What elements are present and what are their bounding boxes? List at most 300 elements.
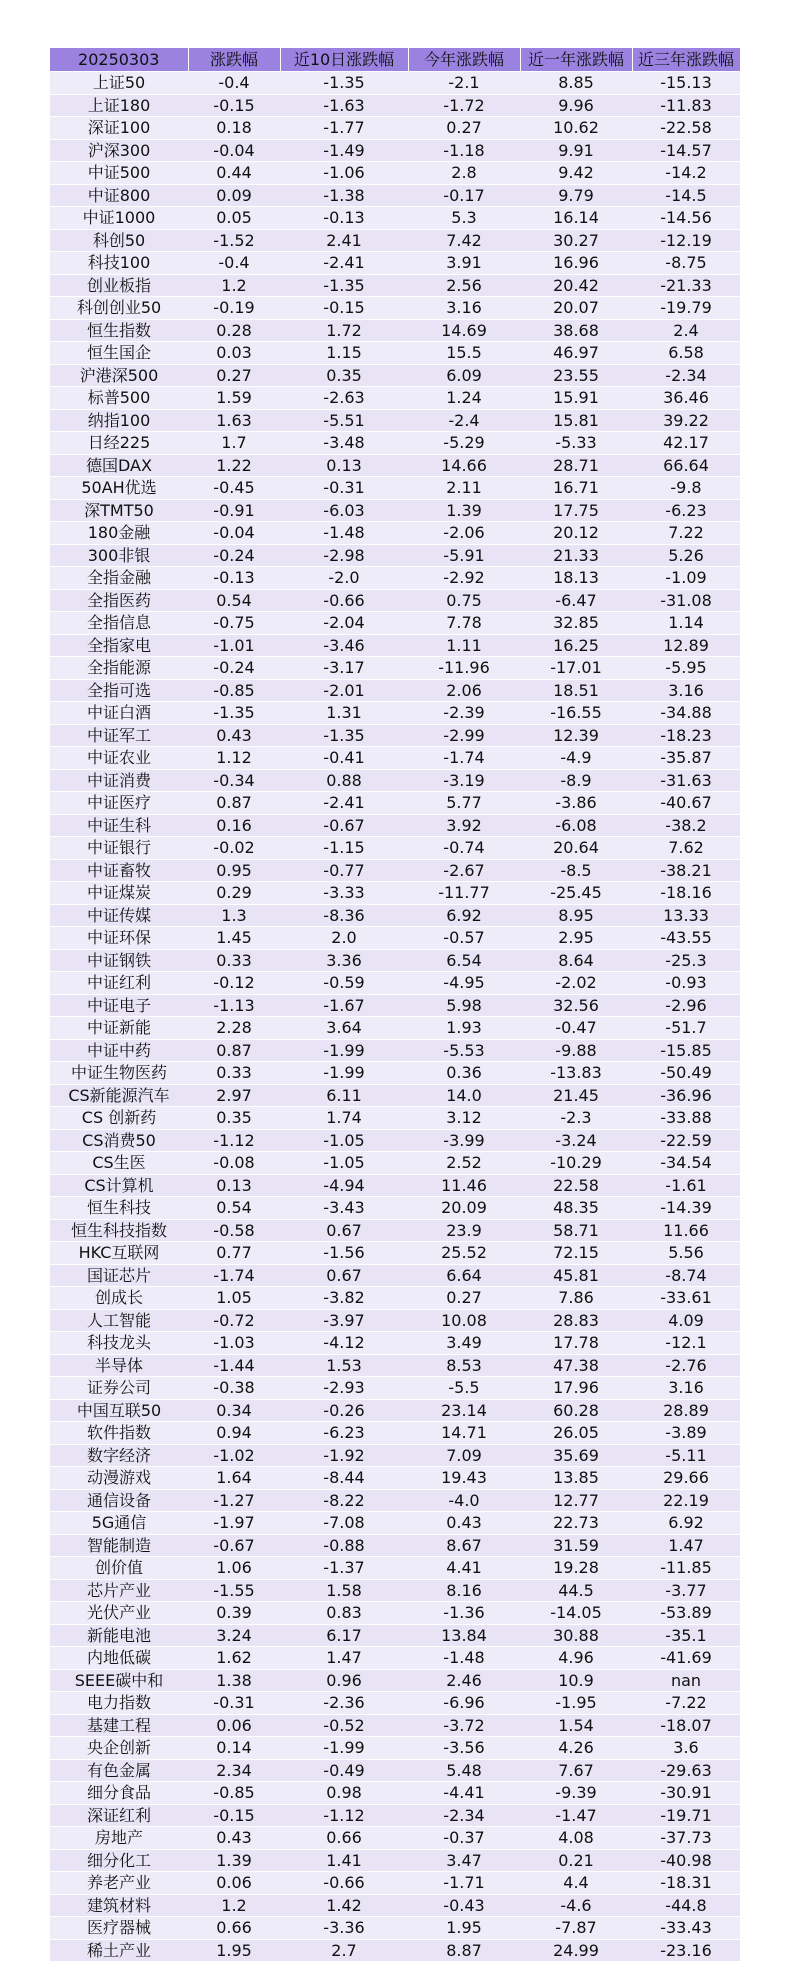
table-row [50,297,740,320]
one-year-change-cell: 8.64 [520,949,632,972]
table-row [50,364,740,387]
three-year-change-cell: -14.2 [632,162,740,185]
header-10day-change: 近10日涨跌幅 [280,48,408,72]
index-name-cell: 芯片产业 [50,1579,188,1602]
three-year-change-cell: -7.22 [632,1692,740,1715]
three-year-change-cell: -8.75 [632,252,740,275]
table-row [50,252,740,275]
ten-day-change-cell: 0.13 [280,454,408,477]
ytd-change-cell: 0.36 [408,1062,520,1085]
one-year-change-cell: 13.85 [520,1467,632,1490]
table-row [50,1174,740,1197]
one-year-change-cell: -0.47 [520,1017,632,1040]
index-name-cell: 数字经济 [50,1444,188,1467]
daily-change-cell: 0.39 [188,1602,280,1625]
index-name-cell: 恒生科技指数 [50,1219,188,1242]
index-name-cell: 医疗器械 [50,1917,188,1940]
three-year-change-cell: 6.58 [632,342,740,365]
ytd-change-cell: 1.39 [408,499,520,522]
one-year-change-cell: 12.77 [520,1489,632,1512]
table-row [50,1917,740,1940]
three-year-change-cell: -36.96 [632,1084,740,1107]
ten-day-change-cell: -3.17 [280,657,408,680]
ten-day-change-cell: -0.67 [280,814,408,837]
ten-day-change-cell: -1.67 [280,994,408,1017]
daily-change-cell: 1.05 [188,1287,280,1310]
index-name-cell: 标普500 [50,387,188,410]
ten-day-change-cell: -1.38 [280,184,408,207]
ytd-change-cell: 5.48 [408,1759,520,1782]
one-year-change-cell: -2.3 [520,1107,632,1130]
three-year-change-cell: -2.34 [632,364,740,387]
ten-day-change-cell: -8.22 [280,1489,408,1512]
three-year-change-cell: 42.17 [632,432,740,455]
three-year-change-cell: -1.61 [632,1174,740,1197]
ten-day-change-cell: -0.66 [280,1872,408,1895]
ytd-change-cell: 0.75 [408,589,520,612]
ten-day-change-cell: -0.31 [280,477,408,500]
three-year-change-cell: -38.21 [632,859,740,882]
ytd-change-cell: -1.72 [408,94,520,117]
daily-change-cell: 1.2 [188,1894,280,1917]
ytd-change-cell: -1.48 [408,1647,520,1670]
ytd-change-cell: 14.71 [408,1422,520,1445]
index-name-cell: 中证医疗 [50,792,188,815]
table-row [50,1624,740,1647]
one-year-change-cell: 31.59 [520,1534,632,1557]
index-name-cell: 中证环保 [50,927,188,950]
index-name-cell: 深TMT50 [50,499,188,522]
one-year-change-cell: 10.62 [520,117,632,140]
daily-change-cell: 1.59 [188,387,280,410]
three-year-change-cell: -53.89 [632,1602,740,1625]
one-year-change-cell: -2.02 [520,972,632,995]
ytd-change-cell: -2.1 [408,72,520,95]
table-row [50,724,740,747]
index-name-cell: 中证传媒 [50,904,188,927]
index-name-cell: 中证生物医药 [50,1062,188,1085]
daily-change-cell: 0.14 [188,1737,280,1760]
index-name-cell: 恒生指数 [50,319,188,342]
ten-day-change-cell: 2.7 [280,1939,408,1962]
three-year-change-cell: nan [632,1669,740,1692]
daily-change-cell: 2.34 [188,1759,280,1782]
index-name-cell: CS新能源汽车 [50,1084,188,1107]
table-row [50,1602,740,1625]
index-name-cell: 恒生国企 [50,342,188,365]
ytd-change-cell: -3.56 [408,1737,520,1760]
one-year-change-cell: 30.27 [520,229,632,252]
ytd-change-cell: 20.09 [408,1197,520,1220]
daily-change-cell: -0.15 [188,94,280,117]
index-name-cell: 科技龙头 [50,1332,188,1355]
daily-change-cell: 0.77 [188,1242,280,1265]
one-year-change-cell: 44.5 [520,1579,632,1602]
ten-day-change-cell: -3.43 [280,1197,408,1220]
ten-day-change-cell: -1.56 [280,1242,408,1265]
index-name-cell: 5G通信 [50,1512,188,1535]
one-year-change-cell: -3.86 [520,792,632,815]
daily-change-cell: 0.54 [188,589,280,612]
daily-change-cell: -0.38 [188,1377,280,1400]
ten-day-change-cell: 2.41 [280,229,408,252]
daily-change-cell: -0.12 [188,972,280,995]
table-row [50,1264,740,1287]
table-row [50,1782,740,1805]
table-row [50,1489,740,1512]
ten-day-change-cell: -6.23 [280,1422,408,1445]
daily-change-cell: 1.38 [188,1669,280,1692]
ytd-change-cell: -5.53 [408,1039,520,1062]
table-row [50,274,740,297]
three-year-change-cell: -22.59 [632,1129,740,1152]
ytd-change-cell: 5.77 [408,792,520,815]
table-row [50,162,740,185]
daily-change-cell: -0.24 [188,544,280,567]
ten-day-change-cell: -3.48 [280,432,408,455]
index-name-cell: 中证电子 [50,994,188,1017]
index-name-cell: 上证180 [50,94,188,117]
ytd-change-cell: 13.84 [408,1624,520,1647]
ten-day-change-cell: -1.35 [280,724,408,747]
three-year-change-cell: 39.22 [632,409,740,432]
ten-day-change-cell: -4.94 [280,1174,408,1197]
ten-day-change-cell: 0.67 [280,1219,408,1242]
daily-change-cell: 3.24 [188,1624,280,1647]
one-year-change-cell: 72.15 [520,1242,632,1265]
ytd-change-cell: 15.5 [408,342,520,365]
table-row [50,1242,740,1265]
index-name-cell: 智能制造 [50,1534,188,1557]
one-year-change-cell: 2.95 [520,927,632,950]
index-name-cell: CS消费50 [50,1129,188,1152]
daily-change-cell: 0.33 [188,1062,280,1085]
three-year-change-cell: -5.11 [632,1444,740,1467]
daily-change-cell: 0.06 [188,1872,280,1895]
three-year-change-cell: -12.19 [632,229,740,252]
daily-change-cell: -0.34 [188,769,280,792]
index-name-cell: 中证消费 [50,769,188,792]
daily-change-cell: -0.02 [188,837,280,860]
ten-day-change-cell: 2.0 [280,927,408,950]
daily-change-cell: 0.34 [188,1399,280,1422]
three-year-change-cell: 5.56 [632,1242,740,1265]
index-name-cell: 180金融 [50,522,188,545]
ytd-change-cell: 14.69 [408,319,520,342]
daily-change-cell: 0.27 [188,364,280,387]
table-row [50,792,740,815]
table-row [50,1017,740,1040]
index-name-cell: 日经225 [50,432,188,455]
ytd-change-cell: -0.37 [408,1827,520,1850]
ytd-change-cell: -5.29 [408,432,520,455]
index-name-cell: 沪深300 [50,139,188,162]
daily-change-cell: 0.13 [188,1174,280,1197]
index-name-cell: 创成长 [50,1287,188,1310]
daily-change-cell: 2.28 [188,1017,280,1040]
ten-day-change-cell: -8.44 [280,1467,408,1490]
table-row [50,477,740,500]
three-year-change-cell: -11.85 [632,1557,740,1580]
table-row [50,679,740,702]
ten-day-change-cell: 1.53 [280,1354,408,1377]
ytd-change-cell: 8.67 [408,1534,520,1557]
ytd-change-cell: 1.93 [408,1017,520,1040]
three-year-change-cell: -25.3 [632,949,740,972]
ytd-change-cell: 7.78 [408,612,520,635]
ytd-change-cell: 1.95 [408,1917,520,1940]
index-name-cell: 半导体 [50,1354,188,1377]
ten-day-change-cell: -0.88 [280,1534,408,1557]
index-name-cell: 中证800 [50,184,188,207]
table-row [50,859,740,882]
daily-change-cell: -0.15 [188,1804,280,1827]
ten-day-change-cell: -3.46 [280,634,408,657]
one-year-change-cell: -25.45 [520,882,632,905]
ytd-change-cell: -11.96 [408,657,520,680]
daily-change-cell: 0.33 [188,949,280,972]
daily-change-cell: 0.87 [188,792,280,815]
daily-change-cell: 0.28 [188,319,280,342]
ten-day-change-cell: -4.12 [280,1332,408,1355]
ytd-change-cell: 2.8 [408,162,520,185]
ytd-change-cell: -0.43 [408,1894,520,1917]
one-year-change-cell: -17.01 [520,657,632,680]
table-row [50,1039,740,1062]
ytd-change-cell: 7.09 [408,1444,520,1467]
table-row [50,1219,740,1242]
index-name-cell: 创价值 [50,1557,188,1580]
ten-day-change-cell: -1.49 [280,139,408,162]
daily-change-cell: -1.27 [188,1489,280,1512]
ytd-change-cell: -11.77 [408,882,520,905]
table-row [50,927,740,950]
table-row [50,319,740,342]
ten-day-change-cell: -1.05 [280,1129,408,1152]
three-year-change-cell: 12.89 [632,634,740,657]
one-year-change-cell: 16.25 [520,634,632,657]
ten-day-change-cell: -1.99 [280,1737,408,1760]
one-year-change-cell: 9.96 [520,94,632,117]
ten-day-change-cell: -2.93 [280,1377,408,1400]
daily-change-cell: 1.64 [188,1467,280,1490]
one-year-change-cell: -13.83 [520,1062,632,1085]
one-year-change-cell: 9.79 [520,184,632,207]
three-year-change-cell: -0.93 [632,972,740,995]
ten-day-change-cell: -0.77 [280,859,408,882]
daily-change-cell: -1.44 [188,1354,280,1377]
table-row [50,1579,740,1602]
index-name-cell: 中国互联50 [50,1399,188,1422]
ytd-change-cell: 3.91 [408,252,520,275]
three-year-change-cell: -33.88 [632,1107,740,1130]
three-year-change-cell: -30.91 [632,1782,740,1805]
daily-change-cell: -1.01 [188,634,280,657]
daily-change-cell: -0.67 [188,1534,280,1557]
daily-change-cell: -0.08 [188,1152,280,1175]
ten-day-change-cell: -0.66 [280,589,408,612]
ytd-change-cell: -4.41 [408,1782,520,1805]
ten-day-change-cell: -0.41 [280,747,408,770]
three-year-change-cell: -41.69 [632,1647,740,1670]
three-year-change-cell: -5.95 [632,657,740,680]
ytd-change-cell: 3.16 [408,297,520,320]
table-row [50,387,740,410]
table-row [50,1354,740,1377]
ten-day-change-cell: -1.63 [280,94,408,117]
three-year-change-cell: -34.88 [632,702,740,725]
ytd-change-cell: 11.46 [408,1174,520,1197]
index-name-cell: 中证钢铁 [50,949,188,972]
one-year-change-cell: 15.91 [520,387,632,410]
table-row [50,1669,740,1692]
table-row [50,1647,740,1670]
daily-change-cell: 1.95 [188,1939,280,1962]
one-year-change-cell: 16.14 [520,207,632,230]
table-row [50,544,740,567]
index-name-cell: 中证煤炭 [50,882,188,905]
ten-day-change-cell: -2.98 [280,544,408,567]
ytd-change-cell: 14.0 [408,1084,520,1107]
one-year-change-cell: 24.99 [520,1939,632,1962]
daily-change-cell: -1.55 [188,1579,280,1602]
header-date: 20250303 [50,48,188,72]
ytd-change-cell: 2.56 [408,274,520,297]
ten-day-change-cell: -0.49 [280,1759,408,1782]
index-name-cell: 中证1000 [50,207,188,230]
ten-day-change-cell: 1.42 [280,1894,408,1917]
ytd-change-cell: 3.92 [408,814,520,837]
one-year-change-cell: 4.4 [520,1872,632,1895]
ten-day-change-cell: -2.04 [280,612,408,635]
table-row [50,1557,740,1580]
table-row [50,1444,740,1467]
daily-change-cell: -0.4 [188,72,280,95]
one-year-change-cell: 30.88 [520,1624,632,1647]
table-body [50,72,740,1962]
index-name-cell: 300非银 [50,544,188,567]
ytd-change-cell: 2.06 [408,679,520,702]
daily-change-cell: 0.03 [188,342,280,365]
daily-change-cell: 0.06 [188,1714,280,1737]
one-year-change-cell: -4.6 [520,1894,632,1917]
header-1year-change: 近一年涨跌幅 [520,48,632,72]
three-year-change-cell: 36.46 [632,387,740,410]
table-row [50,1692,740,1715]
ytd-change-cell: -2.39 [408,702,520,725]
three-year-change-cell: 11.66 [632,1219,740,1242]
daily-change-cell: 2.97 [188,1084,280,1107]
daily-change-cell: 0.05 [188,207,280,230]
daily-change-cell: 1.45 [188,927,280,950]
three-year-change-cell: -3.77 [632,1579,740,1602]
ten-day-change-cell: -2.41 [280,792,408,815]
one-year-change-cell: 9.91 [520,139,632,162]
daily-change-cell: -1.03 [188,1332,280,1355]
daily-change-cell: 0.16 [188,814,280,837]
one-year-change-cell: 17.78 [520,1332,632,1355]
three-year-change-cell: -50.49 [632,1062,740,1085]
three-year-change-cell: 1.47 [632,1534,740,1557]
daily-change-cell: 0.44 [188,162,280,185]
table-row [50,1287,740,1310]
one-year-change-cell: 32.56 [520,994,632,1017]
ten-day-change-cell: 0.67 [280,1264,408,1287]
one-year-change-cell: 22.73 [520,1512,632,1535]
table-row [50,1872,740,1895]
ytd-change-cell: -0.17 [408,184,520,207]
ten-day-change-cell: 0.98 [280,1782,408,1805]
three-year-change-cell: -18.31 [632,1872,740,1895]
ytd-change-cell: -3.72 [408,1714,520,1737]
three-year-change-cell: -23.16 [632,1939,740,1962]
table-row [50,1804,740,1827]
ytd-change-cell: -0.74 [408,837,520,860]
index-name-cell: 细分化工 [50,1849,188,1872]
ten-day-change-cell: -1.77 [280,117,408,140]
one-year-change-cell: -6.47 [520,589,632,612]
index-name-cell: 德国DAX [50,454,188,477]
index-name-cell: CS 创新药 [50,1107,188,1130]
ten-day-change-cell: -2.63 [280,387,408,410]
table-row [50,1399,740,1422]
index-name-cell: 中证军工 [50,724,188,747]
table-row [50,904,740,927]
ytd-change-cell: 14.66 [408,454,520,477]
ytd-change-cell: 0.43 [408,1512,520,1535]
one-year-change-cell: -14.05 [520,1602,632,1625]
three-year-change-cell: 3.16 [632,1377,740,1400]
three-year-change-cell: -43.55 [632,927,740,950]
ten-day-change-cell: -3.33 [280,882,408,905]
ytd-change-cell: 10.08 [408,1309,520,1332]
three-year-change-cell: 29.66 [632,1467,740,1490]
table-row [50,117,740,140]
daily-change-cell: -1.13 [188,994,280,1017]
table-row [50,1759,740,1782]
index-name-cell: 通信设备 [50,1489,188,1512]
table-row [50,1062,740,1085]
one-year-change-cell: 20.42 [520,274,632,297]
one-year-change-cell: 7.86 [520,1287,632,1310]
ten-day-change-cell: -1.35 [280,72,408,95]
table-row [50,589,740,612]
ytd-change-cell: 23.9 [408,1219,520,1242]
daily-change-cell: 1.2 [188,274,280,297]
table-row [50,139,740,162]
ytd-change-cell: -2.92 [408,567,520,590]
three-year-change-cell: -29.63 [632,1759,740,1782]
table-row [50,949,740,972]
ytd-change-cell: -5.5 [408,1377,520,1400]
table-row [50,567,740,590]
index-name-cell: 科创创业50 [50,297,188,320]
daily-change-cell: 1.12 [188,747,280,770]
ten-day-change-cell: -0.52 [280,1714,408,1737]
three-year-change-cell: -44.8 [632,1894,740,1917]
daily-change-cell: -0.72 [188,1309,280,1332]
table-row [50,1377,740,1400]
table-row [50,837,740,860]
ten-day-change-cell: 1.72 [280,319,408,342]
index-name-cell: 全指能源 [50,657,188,680]
one-year-change-cell: 20.64 [520,837,632,860]
index-name-cell: 中证农业 [50,747,188,770]
one-year-change-cell: -8.5 [520,859,632,882]
one-year-change-cell: 28.83 [520,1309,632,1332]
one-year-change-cell: -10.29 [520,1152,632,1175]
table-row [50,882,740,905]
